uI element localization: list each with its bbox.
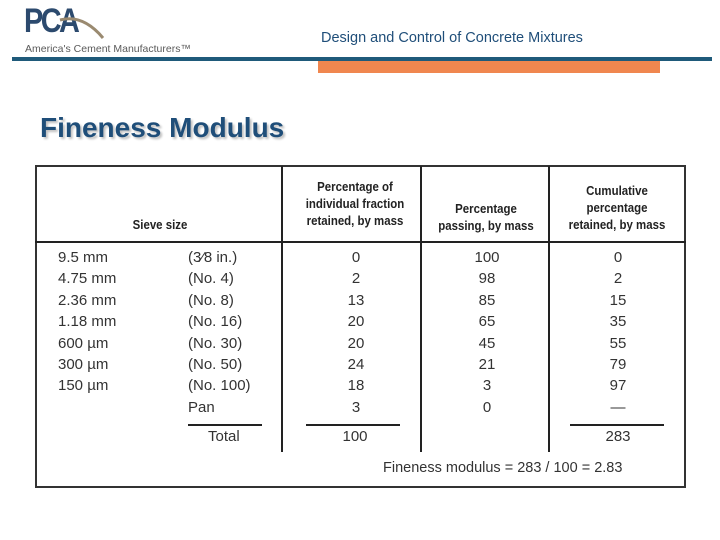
fineness-modulus-formula: Fineness modulus = 283 / 100 = 2.83	[383, 460, 623, 476]
column-divider	[420, 166, 422, 452]
header-passing: Percentage passing, by mass	[438, 201, 534, 233]
table-cell-us: (No. 8)	[188, 291, 234, 309]
total-label: Total	[208, 428, 240, 445]
total-retained: 100	[342, 428, 368, 445]
header-retained: Percentage of individual fraction retained, by mass	[305, 179, 405, 228]
table-cell-size: 300 µm	[58, 356, 109, 373]
table-cell-retained: 2	[351, 270, 361, 288]
table-cell-passing: 100	[474, 249, 500, 266]
column-divider	[281, 166, 283, 452]
table-cell-passing: 0	[482, 398, 492, 416]
header-cumulative: Cumulative percentage retained, by mass	[568, 183, 666, 232]
table-cell-retained: 3	[351, 398, 361, 416]
table-cell-cumulative: 79	[609, 356, 627, 373]
table-cell-us: (No. 4)	[188, 270, 234, 288]
table-cell-passing: 45	[478, 334, 496, 352]
table-cell-cumulative: 97	[609, 377, 627, 395]
table-cell-us: Pan	[188, 398, 215, 416]
pca-logo: PCA	[24, 2, 78, 40]
table-cell-cumulative: —	[610, 398, 626, 416]
logo-tagline: America's Cement Manufacturers™	[25, 43, 191, 55]
column-divider	[548, 166, 550, 452]
total-rule	[188, 424, 262, 426]
table-cell-passing: 98	[478, 270, 496, 288]
table-cell-size: 4.75 mm	[58, 270, 117, 288]
table-cell-cumulative: 0	[613, 249, 623, 266]
table-cell-cumulative: 15	[609, 291, 627, 309]
table-cell-size: 2.36 mm	[58, 291, 117, 309]
table-cell-cumulative: 55	[609, 334, 627, 352]
header-sieve-size: Sieve size	[132, 217, 188, 232]
table-cell-size: 150 µm	[58, 377, 109, 395]
table-cell-us: (No. 16)	[188, 313, 243, 331]
table-cell-us: (3⁄8 in.)	[188, 249, 238, 266]
table-cell-us: (No. 50)	[188, 356, 243, 373]
table-cell-retained: 20	[347, 334, 365, 352]
accent-bar	[318, 61, 660, 73]
table-cell-passing: 21	[478, 356, 496, 373]
table-cell-retained: 20	[347, 313, 365, 331]
total-rule	[570, 424, 664, 426]
table-cell-retained: 18	[347, 377, 365, 395]
header-title: Design and Control of Concrete Mixtures	[321, 30, 583, 46]
total-rule	[306, 424, 400, 426]
table-cell-passing: 3	[482, 377, 492, 395]
table-cell-us: (No. 100)	[188, 377, 251, 395]
total-cumulative: 283	[605, 428, 631, 445]
table-cell-retained: 13	[347, 291, 365, 309]
table-cell-cumulative: 35	[609, 313, 627, 331]
table-cell-size: 1.18 mm	[58, 313, 117, 331]
table-cell-retained: 0	[351, 249, 361, 266]
table-cell-cumulative: 2	[613, 270, 623, 288]
table-cell-passing: 65	[478, 313, 496, 331]
table-cell-passing: 85	[478, 291, 496, 309]
header-rule	[35, 241, 686, 243]
logo-swoosh-icon	[58, 12, 108, 42]
table-cell-size: 600 µm	[58, 334, 109, 352]
table-cell-us: (No. 30)	[188, 334, 243, 352]
slide-title: Fineness Modulus	[40, 112, 285, 143]
table-cell-size: 9.5 mm	[58, 249, 109, 266]
table-cell-retained: 24	[347, 356, 365, 373]
